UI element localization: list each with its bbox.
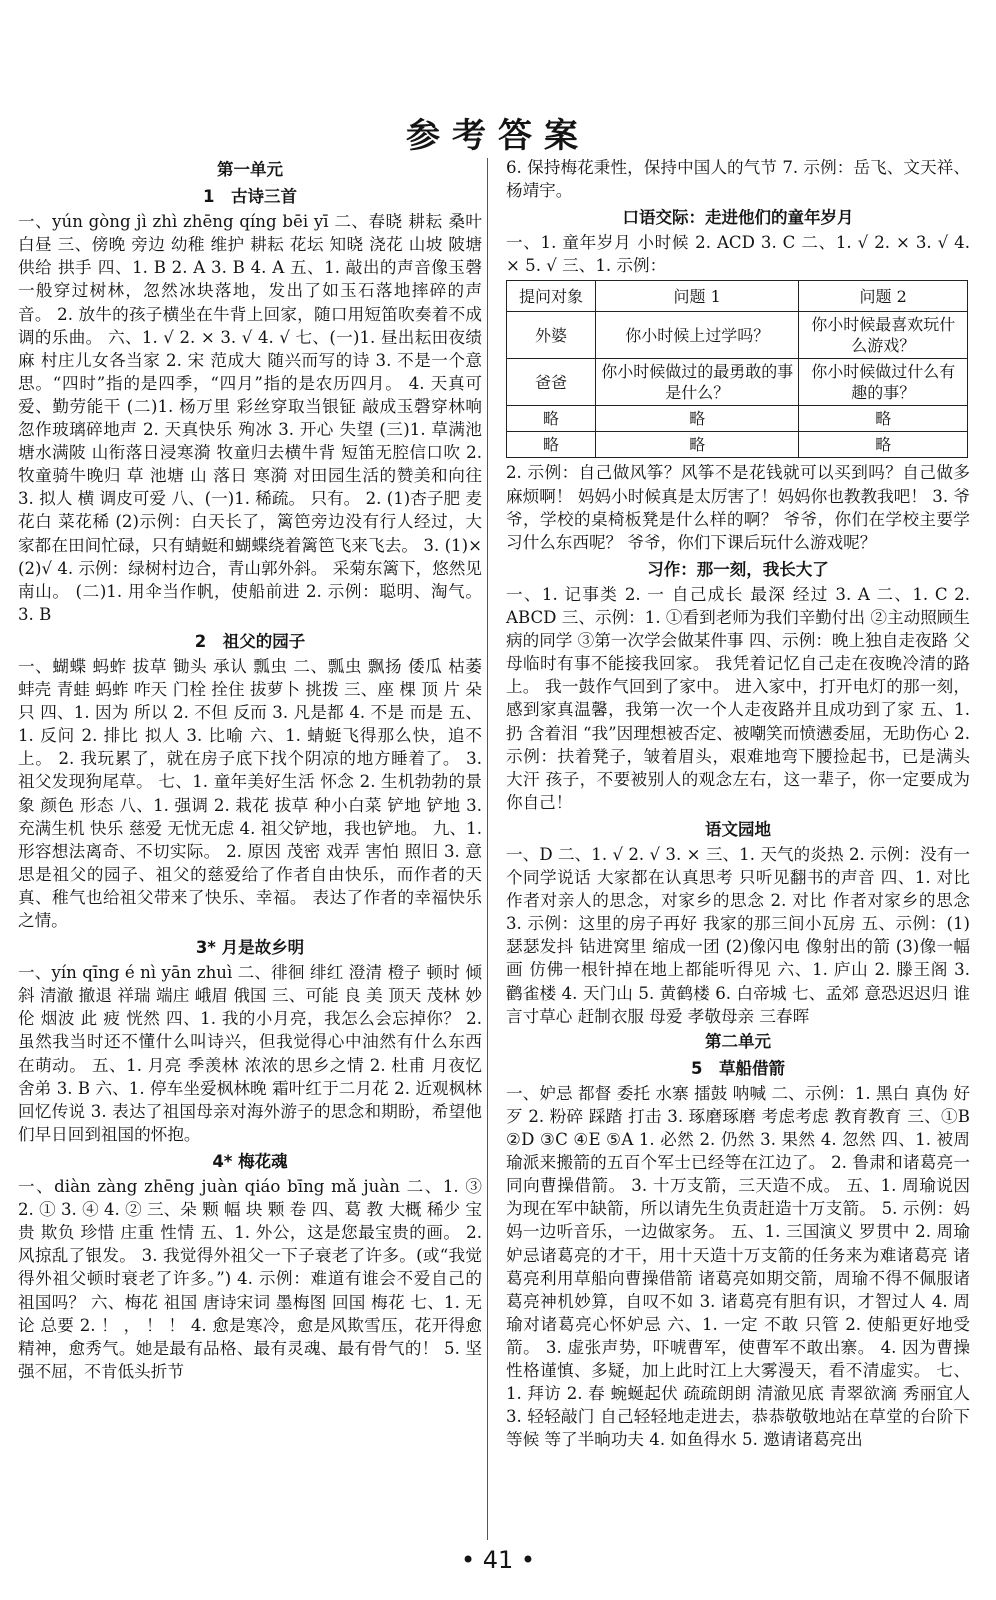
table-row [507,432,968,458]
table-cell: 略 [596,406,799,432]
unit-1-heading: 第一单元 [217,160,283,179]
page-number: • 41 • [460,1546,536,1574]
table-cell: 略 [799,406,968,432]
lesson-5-heading: 5 草船借箭 [691,1058,785,1078]
table-cell: 你小时候做过的最勇敢的事是什么？ [596,359,799,406]
table-cell: 爸爸 [507,359,596,406]
table-cell: 你小时候做过什么有趣的事？ [799,359,968,406]
lesson-4-heading: 4* 梅花魂 [212,1151,288,1171]
lesson-4-continued: 6. 保持梅花秉性，保持中国人的气节 7. 示例：岳飞、文天祥、杨靖宇。 [506,158,970,201]
interview-table [506,280,968,458]
oral-communication-answers: 一、1. 童年岁月 小时候 2. ACD 3. C 二、1. √ 2. × 3. √ 4. × 5. √ 三、1. 示例： [506,233,970,276]
table-cell: 外婆 [507,312,596,359]
table-header-cell: 问题 2 [799,281,968,312]
table-cell: 略 [596,432,799,458]
lesson-5-answers: 一、妒忌 都督 委托 水寨 擂鼓 呐喊 二、示例：1. 黑白 真伪 好歹 2. 粉碎 踩踏 打击 3. 琢磨琢磨 考虑考虑 教育教育 三、①B ②D ③C ④E ⑤A 1. 必然 2. 仍然 3. 果然 4. 忽然 四、1. 被周瑜派来搬箭的五百个军士已经等在江边了。 2. 鲁肃和诸葛亮一同向曹操借箭。 3. 十万支箭，三天造不成。 五、1. 周瑜说因为现在军中缺箭，所以请先生负责赶造十万支箭。 5. 示例：妈妈一边听音乐，一边做家务。 五、1. 三国演义 罗贯中 2. 周瑜妒忌诸葛亮的才干，用十天造十万支箭的任务来为难诸葛亮 诸葛亮利用草船向曹操借箭 诸葛亮如期交箭，周瑜不得不佩服诸葛亮神机妙算，自叹不如 3. 诸葛亮有胆有识，才智过人 4. 周瑜对诸葛亮心怀妒忌 六、1. 一定 不敢 只管 2. 使船更好地受箭。 3. 虚张声势，吓唬曹军，使曹军不敢出寨。 4. 因为曹操性格谨慎、多疑，加上此时江上大雾漫天，看不清虚实。 七、1. 拜访 2. 春 蜿蜒起伏 疏疏朗朗 清澈见底 青翠欲滴 秀丽宜人 3. 轻轻敲门 自己轻轻地走进去，恭恭敬敬地站在草堂的台阶下等候 等了半晌功夫 4. 如鱼得水 5. 邀请诸葛亮出 [506,1083,970,1450]
table-header-cell: 问题 1 [596,281,799,312]
table-row [507,406,968,432]
table-cell: 你小时候最喜欢玩什么游戏？ [799,312,968,359]
oral-communication-heading: 口语交际：走进他们的童年岁月 [622,208,854,228]
lesson-4-answers: 一、diàn zàng zhēng juàn qiáo bīng mǎ juàn 二、1. ③ 2. ① 3. ④ 4. ② 三、朵 颗 幅 块 颗 卷 四、葛 教 大概 稀少 宝贵 欺负 珍惜 庄重 性情 五、1. 外公，这是您最宝贵的画。 2. 风掠乱了银发。 3. 我觉得外祖父一下子衰老了许多。(或“我觉得外祖父顿时衰老了许多。”) 4. 示例：难道有谁会不爱自己的祖国吗？ 六、梅花 祖国 唐诗宋词 墨梅图 回国 梅花 七、1. 无论 总要 2. ！ ， ！ ！ 4. 愈是寒冷，愈是风欺雪压，花开得愈精神，愈秀气。她是最有品格、最有灵魂、最有骨气的！ 5. 坚强不屈，不肯低头折节 [18,1177,482,1381]
oral-communication-answers-2: 2. 示例：自己做风筝？风筝不是花钱就可以买到吗？自己做多麻烦啊！ 妈妈小时候真是太厉害了！妈妈你也教教我吧！ 3. 爷爷，学校的桌椅板凳是什么样的啊？ 爷爷，你们在学校主要学习什么东西呢？ 爷爷，你们下课后玩什么游戏呢？ [506,463,970,552]
left-column [18,156,482,1383]
table-cell: 略 [507,406,596,432]
lesson-3-answers: 一、yín qīng é nì yān zhuì 二、徘徊 绯红 澄清 橙子 顿时 倾斜 清澈 撤退 祥瑞 端庄 峨眉 俄国 三、可能 良 美 顶天 茂林 妙 伦 烟波 此 疲 恍然 四、1. 我的小月亮，我怎么会忘掉你？ 2. 虽然我当时还不懂什么叫诗兴，但我觉得心中油然有什么东西在萌动。 五、1. 月亮 季羡林 浓浓的思乡之情 2. 杜甫 月夜忆舍弟 3. B 六、1. 停车坐爱枫林晚 霜叶红于二月花 2. 近观枫林 回忆传说 3. 表达了祖国母亲对海外游子的思念和期盼，希望他们早日回到祖国的怀抱。 [18,963,482,1144]
lesson-2-answers: 一、蝴蝶 蚂蚱 拔草 锄头 承认 瓢虫 二、瓢虫 飘扬 倭瓜 枯萎 蚌壳 青蛙 蚂蚱 咋天 门栓 拴住 拔萝卜 挑拨 三、座 棵 顶 片 朵 只 四、1. 因为 所以 2. 不但 反而 3. 凡是都 4. 不是 而是 五、1. 反问 2. 排比 拟人 3. 比喻 六、1. 蜻蜓飞得那么快，追不上。 2. 我玩累了，就在房子底下找个阴凉的地方睡着了。 3. 祖父发现狗尾草。 七、1. 童年美好生活 怀念 2. 生机勃勃的景象 颜色 形态 八、1. 强调 2. 栽花 拔草 种小白菜 铲地 铲地 3. 充满生机 快乐 慈爱 无忧无虑 4. 祖父铲地，我也铲地。 九、1. 形容想法离奇、不切实际。 2. 原因 茂密 戏弄 害怕 照旧 3. 意思是祖父的园子、祖父的慈爱给了作者自由快乐，而作者的天真、稚气也给祖父带来了快乐、幸福。 表达了作者的幸福快乐之情。 [18,656,482,930]
unit-2-heading: 第二单元 [705,1031,771,1051]
table-cell: 略 [507,432,596,458]
language-garden-answers: 一、D 二、1. √ 2. √ 3. × 三、1. 天气的炎热 2. 示例：没有一个同学说话 大家都在认真思考 只听见翻书的声音 四、1. 对比 作者对亲人的思念，对家乡的思念 2. 对比 作者对家乡的思念 3. 示例：这里的房子再好 我家的那三间小瓦房 五、示例：(1)瑟瑟发抖 钻进窝里 缩成一团 (2)像闪电 像射出的箭 (3)像一幅画 仿佛一根针掉在地上都能听得见 六、1. 庐山 2. 滕王阁 3. 鹳雀楼 4. 天门山 5. 黄鹤楼 6. 白帝城 七、孟郊 意恐迟迟归 谁言寸草心 赶制衣服 母爱 孝敬母亲 三春晖 [506,844,970,1026]
lesson-1-heading: 1 古诗三首 [203,187,297,207]
right-column [506,156,970,1451]
lesson-3-heading: 3* 月是故乡明 [195,938,305,958]
column-divider [487,158,488,1540]
table-cell: 略 [799,432,968,458]
page-title: 参考答案 [406,116,590,156]
lesson-1-answers: 一、yún gòng jì zhì zhēng qíng bēi yī 二、春晓 耕耘 桑叶 白昼 三、傍晚 旁边 幼稚 维护 耕耘 花坛 知晓 浇花 山坡 陂塘 供给 拱手 四、1. B 2. A 3. B 4. A 五、1. 敲出的声音像玉磬一般穿过树林，忽然冰块落地，发出了如玉石落地摔碎的声音。 2. 放牛的孩子横坐在牛背上回家，随口用短笛吹奏着不成调的乐曲。 六、1. √ 2. × 3. √ 4. √ 七、(一)1. 昼出耘田夜绩麻 村庄儿女各当家 2. 宋 范成大 随兴而写的诗 3. 不是一个意思。“四时”指的是四季，“四月”指的是农历四月。 4. 天真可爱、勤劳能干 (二)1. 杨万里 彩丝穿取当银钲 敲成玉磬穿林响 忽作玻璃碎地声 2. 天真快乐 殉冰 3. 开心 失望 (三)1. 草满池塘水满陂 山衔落日浸寒漪 牧童归去横牛背 短笛无腔信口吹 2. 牧童骑牛晚归 草 池塘 山 落日 寒漪 对田园生活的赞美和向往 3. 拟人 横 调皮可爱 八、(一)1. 稀疏。 只有。 2. (1)杏子肥 麦花白 菜花稀 (2)示例：白天长了，篱笆旁边没有行人经过，大家都在田间忙碌，只有蜻蜓和蝴蝶绕着篱笆飞来飞去。 3. (1)× (2)√ 4. 示例：绿树村边合，青山郭外斜。 采菊东篱下，悠然见南山。 (二)1. 用伞当作帆，使船前进 2. 示例：聪明、淘气。 3. B [18,212,482,624]
table-cell: 你小时候上过学吗？ [596,312,799,359]
table-header-cell: 提问对象 [507,281,596,312]
interview-table-header [507,281,968,312]
table-row [507,359,968,406]
writing-heading: 习作：那一刻，我长大了 [647,559,829,579]
table-row [507,312,968,359]
language-garden-heading: 语文园地 [705,819,771,839]
lesson-2-heading: 2 祖父的园子 [194,631,306,651]
writing-answers: 一、1. 记事类 2. 一 自己成长 最深 经过 3. A 二、1. C 2. ABCD 三、示例：1. ①看到老师为我们辛勤付出 ②主动照顾生病的同学 ③第一次学会做某件事 四、示例：晚上独自走夜路 父母临时有事不能接我回家。 我凭着记忆自己走在夜晚冷清的路上。 我一鼓作气回到了家中。 进入家中，打开电灯的那一刻，感到家真温馨，我第一次一个人走夜路并且成功到了家 五、1. 扔 含着泪 “我”因理想被否定、被嘲笑而愤懑委屈，无助伤心 2. 示例：扶着凳子，皱着眉头，艰难地弯下腰捡起书，已是满头大汗 孩子，不要被别人的观念左右，这一辈子，你一定要成为你自己！ [506,584,970,812]
